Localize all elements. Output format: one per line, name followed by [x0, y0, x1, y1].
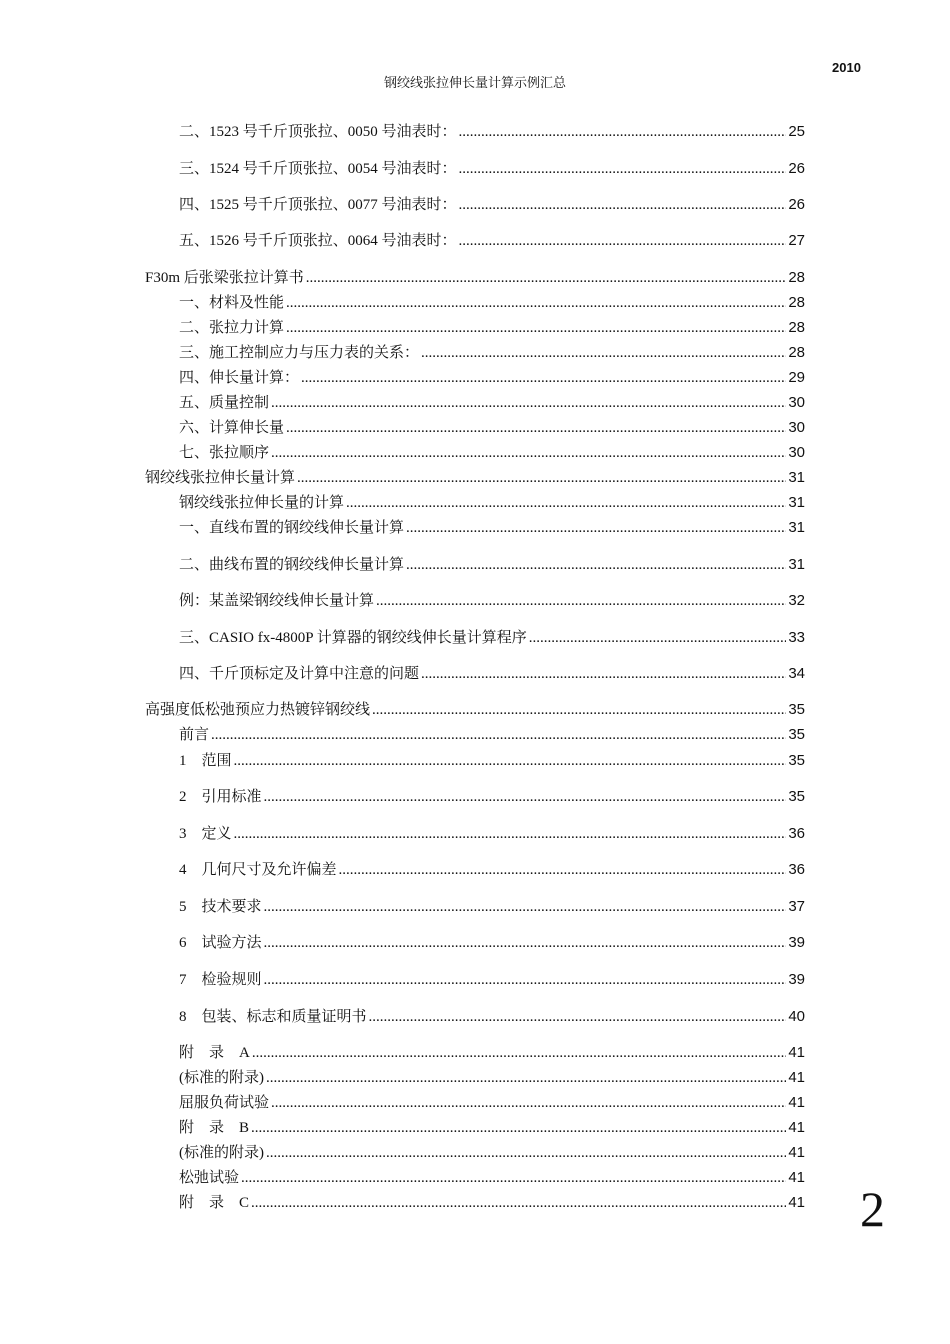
toc-entry-title: 高强度低松弛预应力热镀锌钢绞线: [145, 702, 371, 718]
toc-leader-dots: [266, 1145, 786, 1162]
toc-entry-page: 31: [788, 494, 805, 511]
toc-entry[interactable]: [179, 723, 805, 744]
toc-leader-dots: [271, 1095, 786, 1112]
toc-leader-dots: [406, 557, 786, 574]
toc-leader-dots: [301, 370, 786, 387]
toc-entry[interactable]: [145, 466, 805, 487]
toc-leader-dots: [264, 899, 787, 916]
toc-leader-dots: [271, 395, 786, 412]
toc-entry-page: 39: [788, 934, 805, 951]
toc-entry[interactable]: [179, 416, 805, 437]
toc-entry-title: 钢绞线张拉伸长量计算: [145, 470, 296, 486]
toc-entry-page: 28: [788, 344, 805, 361]
toc-entry[interactable]: [179, 516, 805, 537]
toc-entry[interactable]: [179, 858, 805, 879]
toc-entry-title: 附 录 B: [179, 1120, 250, 1136]
toc-entry[interactable]: [145, 266, 805, 287]
toc-leader-dots: [286, 295, 786, 312]
toc-entry-page: 28: [788, 269, 805, 286]
toc-leader-dots: [306, 270, 787, 287]
toc-entry-title: 1 范围: [179, 753, 232, 769]
toc-leader-dots: [339, 862, 787, 879]
toc-entry[interactable]: [179, 1005, 805, 1026]
toc-leader-dots: [264, 789, 787, 806]
toc-entry[interactable]: [179, 968, 805, 989]
toc-entry-page: 28: [788, 294, 805, 311]
toc-entry-title: 二、1523 号千斤顶张拉、0050 号油表时：: [179, 124, 457, 140]
toc-leader-dots: [529, 630, 787, 647]
toc-entry-page: 39: [788, 971, 805, 988]
toc-entry-title: 附 录 A: [179, 1045, 250, 1061]
toc-leader-dots: [251, 1195, 786, 1212]
toc-leader-dots: [459, 124, 787, 141]
toc-entry-page: 34: [788, 665, 805, 682]
toc-entry-title: 附 录 C: [179, 1195, 250, 1211]
toc-leader-dots: [372, 702, 786, 719]
toc-entry[interactable]: [179, 491, 805, 512]
toc-entry[interactable]: [179, 291, 805, 312]
toc-entry[interactable]: [179, 441, 805, 462]
toc-entry-title: 五、质量控制: [179, 395, 270, 411]
toc-entry-title: 前言: [179, 727, 210, 743]
toc-entry-title: 2 引用标准: [179, 789, 262, 805]
toc-entry[interactable]: [179, 229, 805, 250]
toc-entry[interactable]: [179, 316, 805, 337]
toc-leader-dots: [286, 320, 786, 337]
toc-leader-dots: [211, 727, 786, 744]
toc-entry-page: 37: [788, 898, 805, 915]
toc-leader-dots: [286, 420, 786, 437]
toc-entry-title: 五、1526 号千斤顶张拉、0064 号油表时：: [179, 233, 457, 249]
toc-entry[interactable]: [179, 785, 805, 806]
toc-entry-page: 26: [788, 160, 805, 177]
toc-entry[interactable]: [179, 341, 805, 362]
toc-leader-dots: [234, 753, 787, 770]
toc-entry[interactable]: [145, 698, 805, 719]
toc-entry-title: 四、1525 号千斤顶张拉、0077 号油表时：: [179, 197, 457, 213]
toc-leader-dots: [271, 445, 786, 462]
toc-entry[interactable]: [179, 553, 805, 574]
toc-entry-page: 41: [788, 1169, 805, 1186]
toc-entry[interactable]: [179, 391, 805, 412]
toc-entry-title: (标准的附录): [179, 1070, 264, 1086]
toc-entry-page: 41: [788, 1194, 805, 1211]
toc-entry-page: 31: [788, 519, 805, 536]
toc-entry[interactable]: [179, 366, 805, 387]
toc-entry-page: 35: [788, 726, 805, 743]
toc-entry-title: 松弛试验: [179, 1170, 240, 1186]
toc-entry-page: 31: [788, 469, 805, 486]
toc-entry-page: 31: [788, 556, 805, 573]
toc-entry-page: 35: [788, 752, 805, 769]
toc-leader-dots: [264, 972, 787, 989]
toc-entry-page: 25: [788, 123, 805, 140]
toc-entry[interactable]: [179, 822, 805, 843]
toc-entry-page: 35: [788, 788, 805, 805]
toc-entry-page: 36: [788, 861, 805, 878]
toc-entry[interactable]: [179, 1091, 805, 1112]
toc-entry[interactable]: [179, 1141, 805, 1162]
toc-leader-dots: [297, 470, 786, 487]
page-header-title: 钢绞线张拉伸长量计算示例汇总: [383, 75, 566, 90]
toc-entry-page: 41: [788, 1069, 805, 1086]
toc-leader-dots: [459, 233, 787, 250]
toc-leader-dots: [406, 520, 786, 537]
toc-entry-title: 钢绞线张拉伸长量的计算: [179, 495, 345, 511]
toc-leader-dots: [234, 826, 787, 843]
toc-entry-title: 5 技术要求: [179, 899, 262, 915]
toc-entry-title: 8 包装、标志和质量证明书: [179, 1009, 367, 1025]
toc-entry-title: 6 试验方法: [179, 935, 262, 951]
toc-entry[interactable]: [179, 589, 805, 610]
toc-entry[interactable]: [179, 895, 805, 916]
toc-entry-page: 29: [788, 369, 805, 386]
toc-entry-title: 例：某盖梁钢绞线伸长量计算: [179, 593, 375, 609]
toc-leader-dots: [252, 1045, 786, 1062]
page-number: 2: [860, 1181, 885, 1237]
toc-entry-title: 屈服负荷试验: [179, 1095, 270, 1111]
toc-entry-page: 33: [788, 629, 805, 646]
toc-entry[interactable]: [179, 1191, 805, 1212]
toc-entry-title: 7 检验规则: [179, 972, 262, 988]
toc-entry[interactable]: [179, 931, 805, 952]
toc-entry-page: 41: [788, 1144, 805, 1161]
toc-entry-page: 30: [788, 419, 805, 436]
toc-entry[interactable]: [179, 1116, 805, 1137]
toc-entry-title: 一、直线布置的钢绞线伸长量计算: [179, 520, 405, 536]
toc-entry-title: 三、施工控制应力与压力表的关系：: [179, 345, 420, 361]
toc-entry[interactable]: [179, 626, 805, 647]
toc-entry-page: 27: [788, 232, 805, 249]
toc-entry-title: 三、1524 号千斤顶张拉、0054 号油表时：: [179, 161, 457, 177]
toc-leader-dots: [459, 161, 787, 178]
toc-entry[interactable]: [179, 120, 805, 141]
toc-leader-dots: [241, 1170, 786, 1187]
toc-entry-title: 4 几何尺寸及允许偏差: [179, 862, 337, 878]
toc-leader-dots: [376, 593, 786, 610]
toc-entry-page: 32: [788, 592, 805, 609]
toc-entry-page: 30: [788, 444, 805, 461]
toc-leader-dots: [421, 345, 786, 362]
toc-entry-title: 四、千斤顶标定及计算中注意的问题: [179, 666, 420, 682]
toc-entry-title: 二、曲线布置的钢绞线伸长量计算: [179, 557, 405, 573]
toc-entry[interactable]: [179, 1166, 805, 1187]
toc-entry-title: 七、张拉顺序: [179, 445, 270, 461]
toc-entry[interactable]: [179, 1066, 805, 1087]
toc-leader-dots: [266, 1070, 786, 1087]
toc-entry[interactable]: [179, 662, 805, 683]
toc-entry-title: F30m 后张梁张拉计算书: [145, 270, 304, 286]
toc-entry-page: 41: [788, 1044, 805, 1061]
toc-entry-title: 三、CASIO fx-4800P 计算器的钢绞线伸长量计算程序: [179, 630, 527, 646]
toc-entry[interactable]: [179, 157, 805, 178]
toc-entry-title: (标准的附录): [179, 1145, 264, 1161]
toc-entry-title: 六、计算伸长量: [179, 420, 285, 436]
toc-entry-title: 四、伸长量计算：: [179, 370, 300, 386]
toc-leader-dots: [251, 1120, 786, 1137]
toc-leader-dots: [459, 197, 787, 214]
toc-leader-dots: [421, 666, 786, 683]
toc-entry-page: 41: [788, 1094, 805, 1111]
header-year: 2010: [832, 60, 861, 75]
toc-leader-dots: [369, 1009, 787, 1026]
toc-entry-page: 28: [788, 319, 805, 336]
toc-entry-page: 40: [788, 1008, 805, 1025]
toc-entry-title: 一、材料及性能: [179, 295, 285, 311]
toc-entry[interactable]: [179, 1041, 805, 1062]
toc-entry-page: 26: [788, 196, 805, 213]
toc-entry[interactable]: [179, 749, 805, 770]
toc-entry-page: 30: [788, 394, 805, 411]
toc-entry[interactable]: [179, 193, 805, 214]
toc-entry-page: 35: [788, 701, 805, 718]
toc-entry-title: 3 定义: [179, 826, 232, 842]
toc-leader-dots: [346, 495, 786, 512]
toc-leader-dots: [264, 935, 787, 952]
toc-entry-page: 41: [788, 1119, 805, 1136]
toc-entry-page: 36: [788, 825, 805, 842]
toc-entry-title: 二、张拉力计算: [179, 320, 285, 336]
